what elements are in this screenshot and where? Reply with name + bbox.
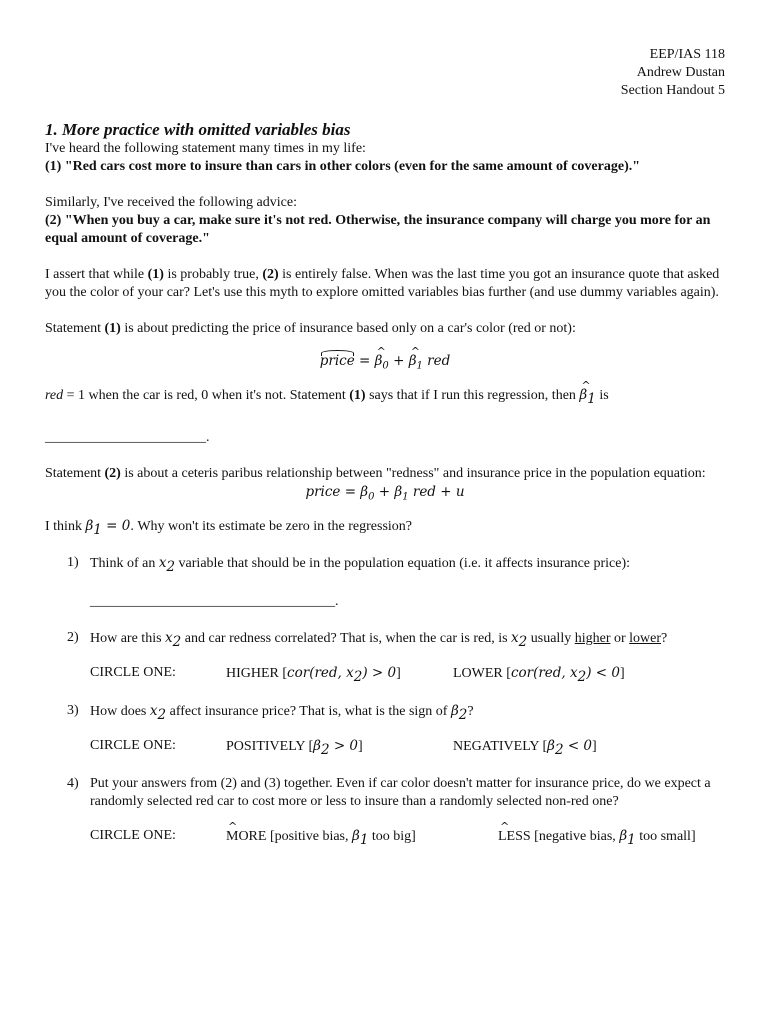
- regression-equation: price = ^ $\beta_0$ + ^ $\beta_1$ red: [45, 352, 725, 370]
- section-title: 1. More practice with omitted variables bias: [45, 120, 351, 139]
- course-code: EEP/IAS 118: [649, 47, 725, 62]
- document-header: [621, 46, 725, 100]
- option-negatively[interactable]: NEGATIVELY $[\beta_2 < 0]$: [453, 738, 597, 758]
- answer-blank-1: _______________________.: [45, 430, 210, 445]
- question-4: 4) Put your answers from (2) and (3) together. Even if car color doesn't matter for insurance price, do we expect a randomly selected red car to cost more or less to insure than a randomly selected non-red one? CIRCLE ONE: MORE [positive bias, ^ $\beta_1$ too big] LESS [negative bias, ^ $\beta_1$ too small]: [45, 775, 725, 845]
- statement-1-text: (1) "Red cars cost more to insure than cars in other colors (even for the same amount of coverage).": [45, 159, 640, 174]
- population-equation: price = $\beta_0 + \beta_1$ red + u: [305, 484, 465, 503]
- intro-line: I've heard the following statement many times in my life:: [45, 141, 366, 156]
- author-name: Andrew Dustan: [636, 65, 725, 80]
- statement-2-text: (2) "When you buy a car, make sure it's not red. Otherwise, the insurance company will charge you more for an equal amount of coverage.": [45, 213, 711, 246]
- red-definition: red = 1 when the car is red, 0 when it's not. Statement (1) says that if I run this regression, then ^ $\beta_1$ is: [45, 386, 725, 405]
- advice-intro: Similarly, I've received the following advice:: [45, 195, 297, 210]
- statement-2-explanation: Statement (2) is about a ceteris paribus relationship between "redness" and insurance price in the population equation:: [45, 466, 706, 481]
- option-less[interactable]: LESS [negative bias, ^ $\beta_1$ too small]: [498, 827, 696, 846]
- option-positively[interactable]: POSITIVELY $[\beta_2 > 0]$: [226, 738, 363, 758]
- question-3-options: CIRCLE ONE: POSITIVELY $[\beta_2 > 0]$ NEGATIVELY $[\beta_2 < 0]$: [90, 738, 597, 758]
- statement-2: [45, 212, 725, 248]
- assertion-paragraph: I assert that while (1) is probably true, (2) is entirely false. When was the last time you got an insurance quote that asked you the color of your car? Let's use this myth to explore omitted variables bias further (and use dummy variables again).: [45, 267, 720, 300]
- question-1: 1) Think of an $x_2$ variable that should be in the population equation (i.e. it affects insurance price): ___________________________________.: [45, 554, 725, 611]
- question-list: [45, 554, 725, 848]
- handout-title: Section Handout 5: [620, 83, 725, 98]
- main-content: [45, 120, 725, 848]
- question-4-options: CIRCLE ONE: MORE [positive bias, ^ $\beta_1$ too big] LESS [negative bias, ^ $\beta_1$ too small]: [90, 827, 725, 845]
- statement-1-explanation: Statement (1) is about predicting the price of insurance based only on a car's color (red or not):: [45, 321, 576, 336]
- statement-1: [45, 158, 725, 176]
- price-hat: price: [319, 353, 355, 369]
- option-lower[interactable]: LOWER [cor(red, $x_2) < 0$]: [453, 665, 625, 685]
- think-question: I think $\beta_1 = 0$. Why won't its estimate be zero in the regression?: [45, 518, 413, 538]
- option-more[interactable]: MORE [positive bias, ^ $\beta_1$ too big]: [226, 827, 416, 846]
- question-3: 3) How does $x_2$ affect insurance price? That is, what is the sign of $\beta_2$? CIRCLE ONE: POSITIVELY $[\beta_2 > 0]$ NEGATIVELY $[\beta_2 < 0]$: [45, 702, 725, 755]
- answer-blank-2: ___________________________________.: [90, 594, 339, 609]
- question-2-options: CIRCLE ONE: HIGHER [cor(red, $x_2) > 0$] LOWER [cor(red, $x_2) < 0$]: [90, 665, 625, 685]
- question-2: 2) How are this $x_2$ and car redness correlated? That is, when the car is red, is $x_2$ usually higher or lower? CIRCLE ONE: HIGHER [cor(red, $x_2) > 0$] LOWER [cor(red, $x_2) < 0$]: [45, 629, 725, 682]
- option-higher[interactable]: HIGHER [cor(red, $x_2) > 0$]: [226, 665, 401, 685]
